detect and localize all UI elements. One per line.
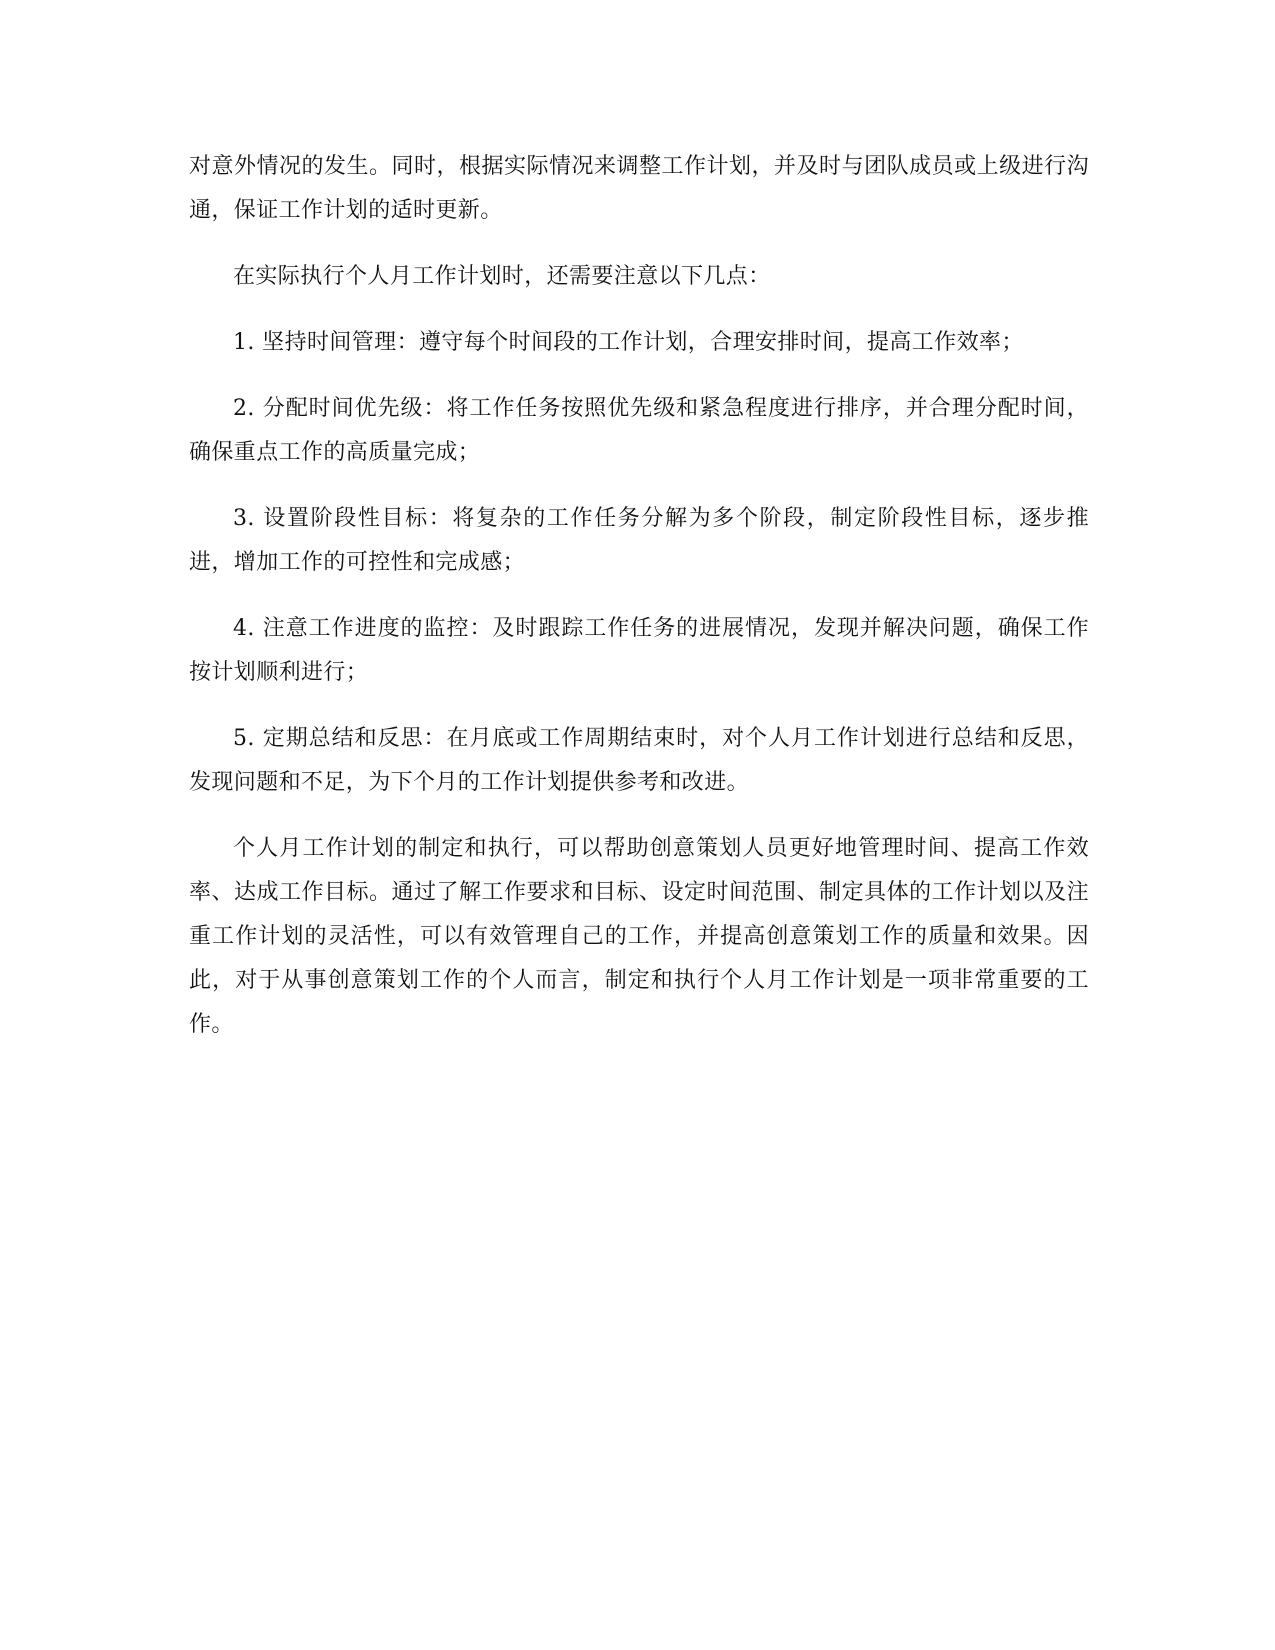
list-item-2: 2. 分配时间优先级：将工作任务按照优先级和紧急程度进行排序，并合理分配时间，确保重点工作的高质量完成； — [189, 396, 1089, 465]
list-item-3: 3. 设置阶段性目标：将复杂的工作任务分解为多个阶段，制定阶段性目标，逐步推进，增加工作的可控性和完成感； — [189, 506, 1089, 575]
list-item-4: 4. 注意工作进度的监控：及时跟踪工作任务的进展情况，发现并解决问题，确保工作按计划顺利进行； — [189, 616, 1089, 685]
document-body — [189, 145, 1089, 1069]
list-item-1: 1. 坚持时间管理：遵守每个时间段的工作计划，合理安排时间，提高工作效率； — [233, 330, 1024, 355]
paragraph-continuation: 对意外情况的发生。同时，根据实际情况来调整工作计划，并及时与团队成员或上级进行沟通，保证工作计划的适时更新。 — [189, 154, 1089, 223]
paragraph-intro: 在实际执行个人月工作计划时，还需要注意以下几点： — [233, 264, 771, 289]
list-item-5: 5. 定期总结和反思：在月底或工作周期结束时，对个人月工作计划进行总结和反思，发现问题和不足，为下个月的工作计划提供参考和改进。 — [189, 726, 1089, 795]
paragraph-conclusion: 个人月工作计划的制定和执行，可以帮助创意策划人员更好地管理时间、提高工作效率、达成工作目标。通过了解工作要求和目标、设定时间范围、制定具体的工作计划以及注重工作计划的灵活性，可以有效管理自己的工作，并提高创意策划工作的质量和效果。因此，对于从事创意策划工作的个人而言，制定和执行个人月工作计划是一项非常重要的工作。 — [189, 836, 1089, 1037]
